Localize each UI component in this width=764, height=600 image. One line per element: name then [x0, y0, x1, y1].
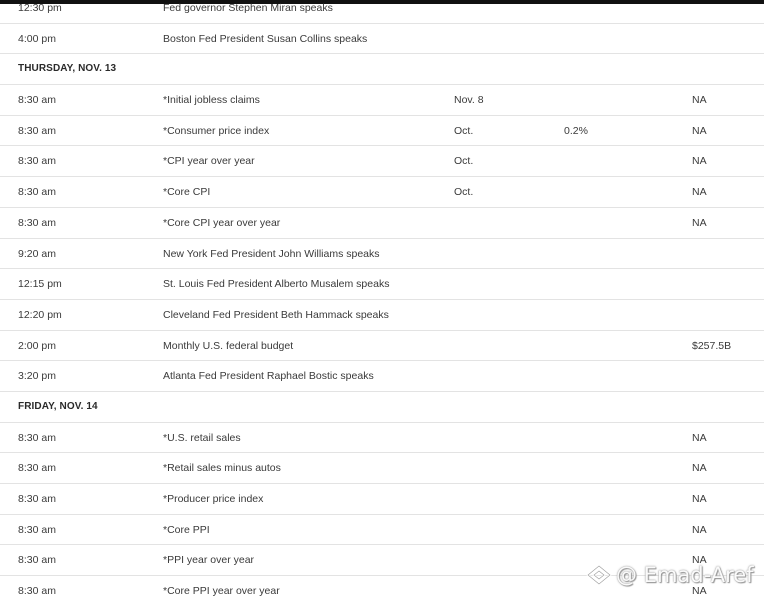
event-previous: NA [692, 186, 707, 199]
event-report: *PPI year over year [163, 554, 255, 567]
event-time: 8:30 am [18, 155, 56, 168]
diamond-logo-icon [586, 564, 612, 586]
event-previous: NA [692, 94, 707, 107]
event-time: 8:30 am [18, 462, 56, 475]
table-row [0, 484, 764, 515]
event-previous: NA [692, 523, 707, 536]
table-row [0, 361, 764, 392]
event-report: *Core CPI [163, 186, 211, 199]
event-time: 12:20 pm [18, 308, 62, 321]
event-time: 3:20 pm [18, 370, 56, 383]
day-header [0, 54, 764, 85]
watermark [586, 561, 754, 589]
event-report: *Producer price index [163, 493, 264, 505]
event-time: 8:30 am [18, 124, 56, 137]
event-previous: NA [692, 585, 707, 598]
event-period: Oct. [454, 124, 474, 137]
day-header [0, 392, 764, 423]
event-median-forecast: 0.2% [564, 124, 588, 137]
event-time: 8:30 am [18, 554, 56, 567]
event-previous: NA [692, 216, 707, 229]
event-report: *Consumer price index [163, 124, 270, 137]
day-label: THURSDAY, NOV. 13 [18, 63, 117, 75]
event-period: Oct. [454, 186, 474, 199]
event-time: 8:30 am [18, 585, 56, 598]
event-time: 8:30 am [18, 94, 56, 107]
event-previous: NA [692, 554, 707, 567]
event-time: 8:30 am [18, 493, 56, 505]
table-row [0, 85, 764, 116]
event-report: *Core PPI [163, 523, 210, 536]
event-time: 8:30 am [18, 186, 56, 199]
table-row [0, 331, 764, 362]
event-report: *CPI year over year [163, 155, 255, 168]
event-period: Nov. 8 [454, 94, 484, 107]
event-previous: NA [692, 155, 707, 168]
event-time: 9:20 am [18, 247, 56, 260]
table-row [0, 146, 764, 177]
event-report: New York Fed President John Williams speaks [163, 247, 380, 260]
table-row [0, 269, 764, 300]
event-report: *Retail sales minus autos [163, 462, 281, 475]
event-time: 12:30 pm [18, 2, 62, 14]
event-report: St. Louis Fed President Alberto Musalem speaks [163, 278, 390, 291]
event-time: 2:00 pm [18, 339, 56, 352]
event-report: *Initial jobless claims [163, 94, 260, 107]
event-time: 4:00 pm [18, 32, 56, 45]
event-time: 8:30 am [18, 216, 56, 229]
table-row [0, 515, 764, 546]
event-previous: NA [692, 124, 707, 137]
table-row [0, 239, 764, 270]
table-row [0, 0, 764, 24]
event-previous: NA [692, 462, 707, 475]
watermark-text: @ Emad-Aref [616, 563, 754, 587]
day-label: FRIDAY, NOV. 14 [18, 400, 98, 412]
table-row [0, 300, 764, 331]
event-previous: $257.5B [692, 339, 732, 352]
event-report: *Core CPI year over year [163, 216, 281, 229]
event-report: *U.S. retail sales [163, 431, 241, 444]
event-period: Oct. [454, 155, 474, 168]
event-previous: NA [692, 431, 707, 444]
event-report: Monthly U.S. federal budget [163, 339, 294, 352]
table-row [0, 423, 764, 454]
table-row [0, 177, 764, 208]
event-report: *Core PPI year over year [163, 585, 280, 598]
event-report: Fed governor Stephen Miran speaks [163, 2, 333, 14]
table-row [0, 208, 764, 239]
event-report: Cleveland Fed President Beth Hammack speaks [163, 308, 389, 321]
table-row [0, 24, 764, 55]
event-report: Boston Fed President Susan Collins speaks [163, 32, 368, 45]
event-time: 8:30 am [18, 523, 56, 536]
table-row [0, 453, 764, 484]
table-row [0, 116, 764, 147]
event-previous: NA [692, 493, 707, 505]
event-time: 8:30 am [18, 431, 56, 444]
event-time: 12:15 pm [18, 278, 62, 291]
event-report: Atlanta Fed President Raphael Bostic speaks [163, 370, 374, 383]
